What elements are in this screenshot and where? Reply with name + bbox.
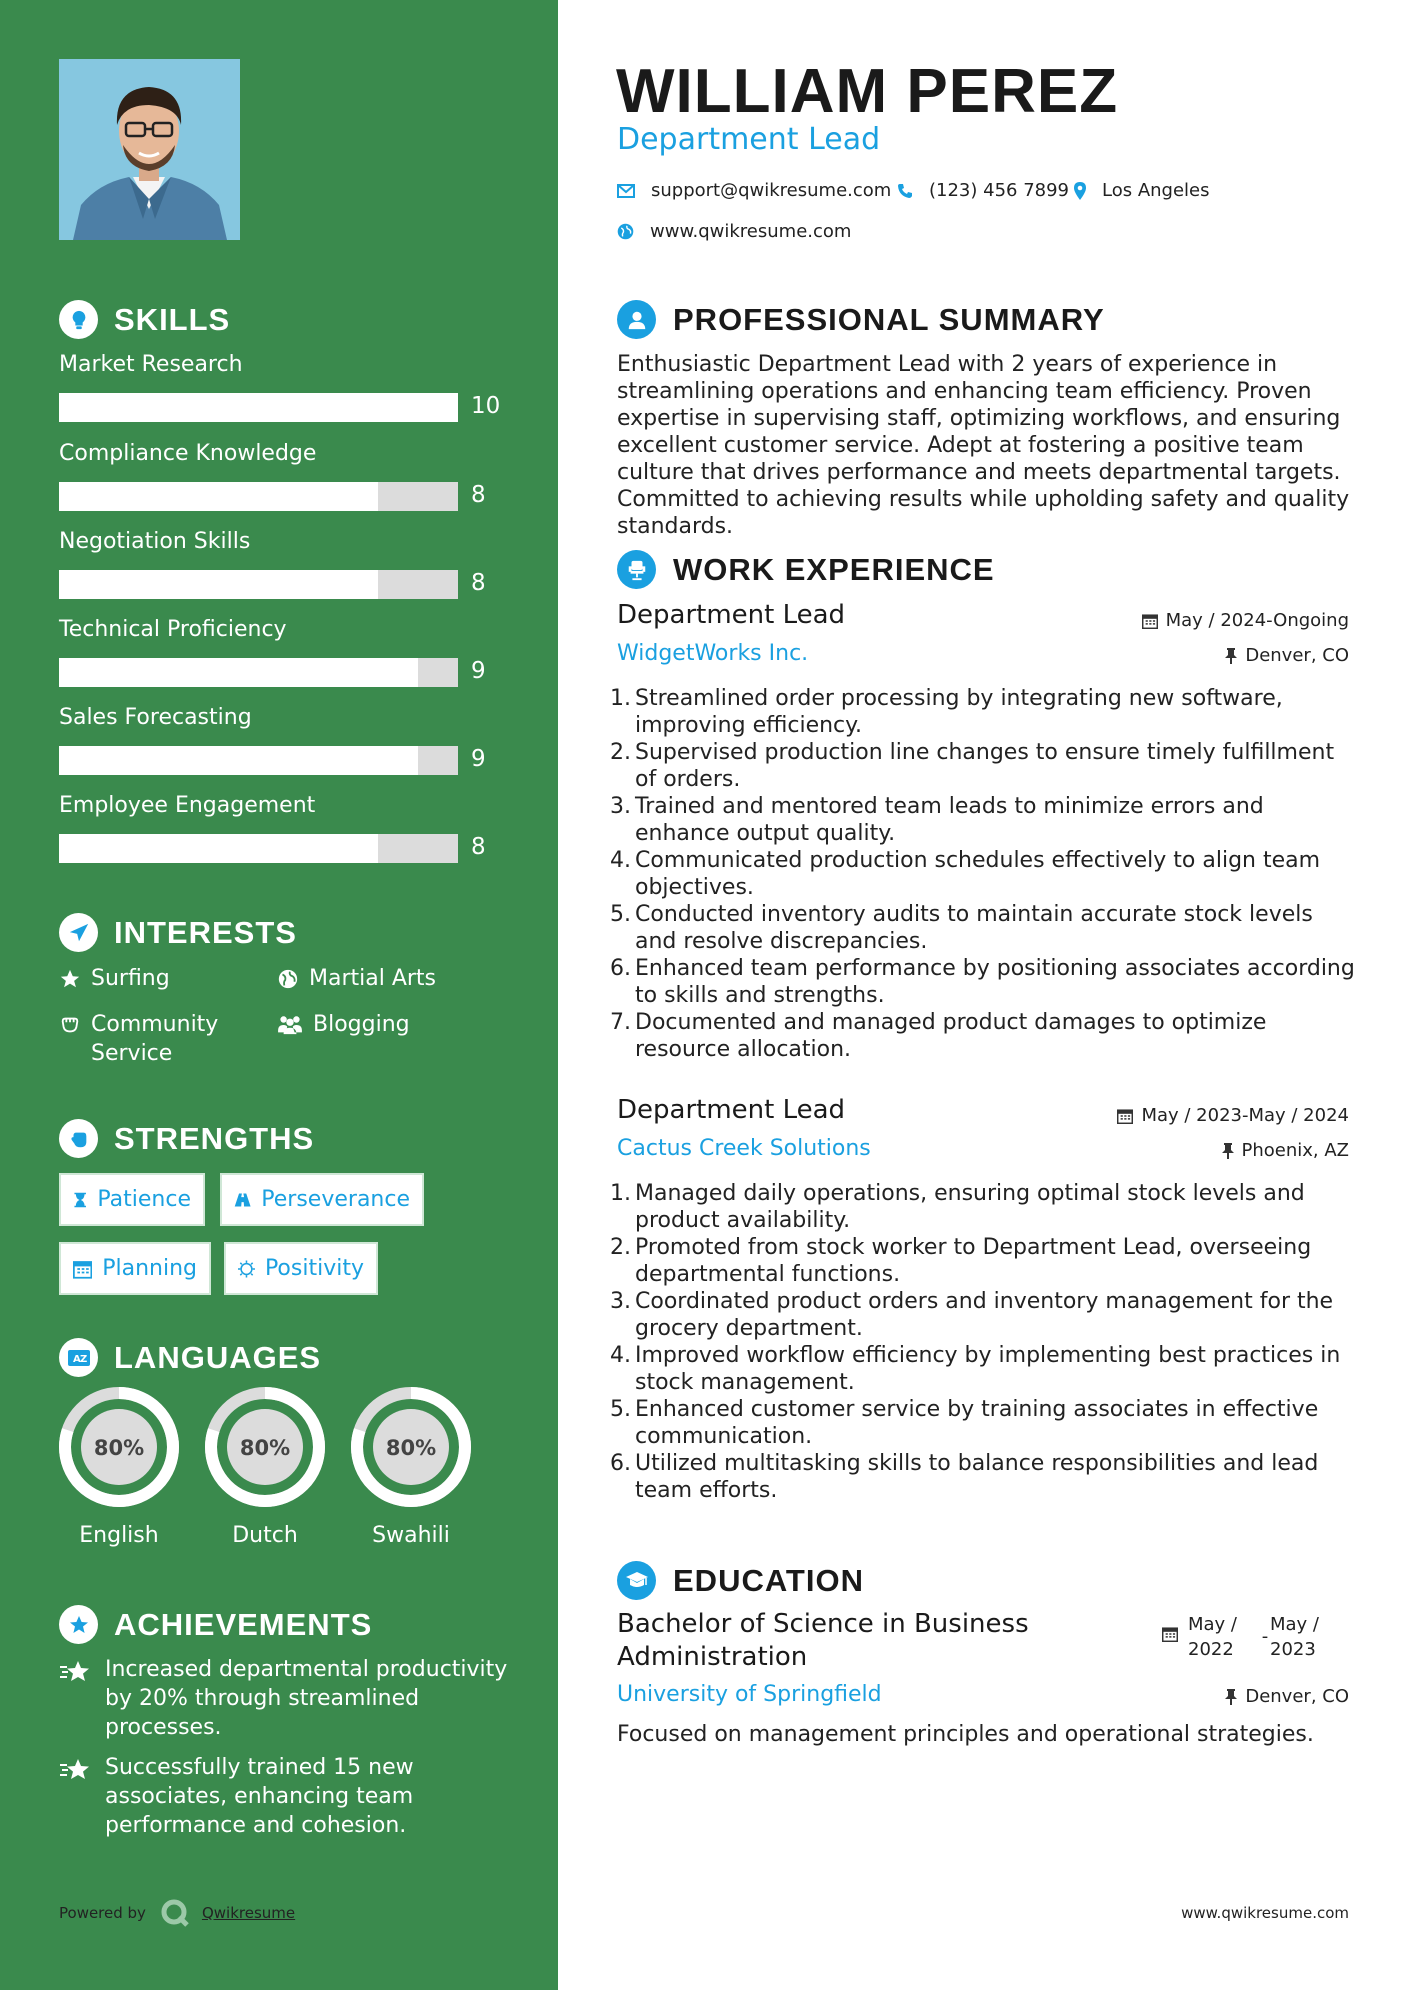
job-company: WidgetWorks Inc. bbox=[617, 641, 809, 666]
powered-by bbox=[59, 1898, 295, 1928]
education-header bbox=[617, 1561, 864, 1600]
achievements-title: ACHIEVEMENTS bbox=[114, 1606, 373, 1642]
hand-icon bbox=[59, 1014, 81, 1036]
language-name: Swahili bbox=[372, 1523, 450, 1548]
skill-item bbox=[59, 705, 499, 772]
map-marker-icon bbox=[1074, 182, 1086, 200]
sidebar bbox=[0, 0, 558, 1990]
job-dates bbox=[1142, 610, 1349, 631]
skill-name: Sales Forecasting bbox=[59, 705, 252, 730]
education-school: University of Springfield bbox=[617, 1682, 882, 1707]
graduation-cap-icon bbox=[617, 1561, 656, 1600]
job-title: Department Lead bbox=[617, 600, 846, 630]
language-name: English bbox=[79, 1523, 159, 1548]
job-task: 3. Trained and mentored team leads to minimize errors and enhance output quality. bbox=[610, 794, 1264, 846]
job-task-text: Supervised production line changes to ensure timely fulfillment of orders. bbox=[635, 740, 1335, 792]
road-icon bbox=[234, 1190, 251, 1210]
skill-bar-fill bbox=[59, 570, 378, 599]
summary-text: Enthusiastic Department Lead with 2 years of experience in streamlining operations and enhancing team efficiency. Proven expertise in supervising staff, optimizing workflows, and ensuring excellent customer service. Adept at fostering a positive team culture that drives performance and meets departmental targets. Committed to achieving results while upholding safety and quality standards. bbox=[617, 352, 1350, 539]
interest-item bbox=[277, 964, 497, 993]
skill-bar bbox=[59, 482, 458, 511]
skill-name: Employee Engagement bbox=[59, 793, 316, 818]
interest-label: Martial Arts bbox=[309, 966, 437, 991]
skill-bar-fill bbox=[59, 834, 378, 863]
language-percent: 80% bbox=[385, 1436, 437, 1460]
job-location bbox=[1222, 1140, 1350, 1161]
globe-icon bbox=[617, 223, 634, 240]
interests-header bbox=[59, 913, 297, 952]
powered-by-label: Powered by bbox=[59, 1904, 146, 1922]
skill-bar-fill bbox=[59, 393, 458, 422]
job-task-text: Utilized multitasking skills to balance responsibilities and lead team efforts. bbox=[635, 1451, 1319, 1503]
interest-item bbox=[277, 1010, 497, 1039]
strength-label: Planning bbox=[102, 1256, 197, 1281]
phone-text: (123) 456 7899 bbox=[929, 180, 1070, 201]
summary-title: PROFESSIONAL SUMMARY bbox=[673, 301, 1105, 337]
strength-tag bbox=[224, 1242, 378, 1295]
job-task: 3. Coordinated product orders and inventory management for the grocery department. bbox=[610, 1289, 1334, 1341]
interest-label: Community Service bbox=[91, 1012, 219, 1066]
language-item bbox=[349, 1385, 473, 1548]
star-badge-icon bbox=[59, 1605, 98, 1644]
strength-tag bbox=[59, 1242, 211, 1295]
job-task: 7. Documented and managed product damages to optimize resource allocation. bbox=[610, 1010, 1267, 1062]
strength-label: Patience bbox=[97, 1187, 191, 1212]
job-task-text: Streamlined order processing by integrating new software, improving efficiency. bbox=[635, 686, 1283, 738]
language-percent: 80% bbox=[239, 1436, 291, 1460]
footer-url[interactable]: www.qwikresume.com bbox=[1181, 1904, 1349, 1922]
skill-value: 9 bbox=[471, 658, 486, 684]
skill-bar bbox=[59, 570, 458, 599]
job-dates-text: May / 2024-Ongoing bbox=[1165, 610, 1349, 631]
job-task: 2. Promoted from stock worker to Department Lead, overseeing departmental functions. bbox=[610, 1235, 1312, 1287]
achievement-text: Increased departmental productivity by 20% through streamlined processes. bbox=[105, 1657, 508, 1740]
job-task: 5. Enhanced customer service by training associates in effective communication. bbox=[610, 1397, 1319, 1449]
education-dates bbox=[1162, 1612, 1342, 1662]
job-task: 6. Utilized multitasking skills to balance responsibilities and lead team efforts. bbox=[610, 1451, 1319, 1503]
skill-value: 8 bbox=[471, 834, 486, 860]
calendar-icon bbox=[73, 1258, 92, 1280]
strengths-title: STRENGTHS bbox=[114, 1120, 315, 1156]
job-task-text: Improved workflow efficiency by implementing best practices in stock management. bbox=[635, 1343, 1341, 1395]
skill-name: Compliance Knowledge bbox=[59, 441, 317, 466]
languages-header bbox=[59, 1338, 321, 1377]
language-ring bbox=[203, 1385, 327, 1509]
language-ring bbox=[57, 1385, 181, 1509]
skills-title: SKILLS bbox=[114, 301, 231, 337]
powered-by-brand-link[interactable]: Qwikresume bbox=[201, 1904, 296, 1922]
contact-phone bbox=[897, 180, 1069, 201]
experience-header bbox=[617, 550, 995, 589]
job-task-text: Promoted from stock worker to Department Lead, overseeing departmental functions. bbox=[635, 1235, 1312, 1287]
education-location bbox=[1225, 1686, 1349, 1707]
achievement-item bbox=[59, 1655, 509, 1742]
candidate-name: WILLIAM PEREZ bbox=[616, 57, 1119, 126]
job-location-text: Denver, CO bbox=[1245, 645, 1349, 666]
job-task-list bbox=[610, 685, 1358, 1063]
language-item bbox=[203, 1385, 327, 1548]
calendar-icon bbox=[1162, 1626, 1178, 1642]
skill-bar bbox=[59, 393, 458, 422]
skill-name: Technical Proficiency bbox=[59, 617, 287, 642]
education-end: May / 2023 bbox=[1270, 1614, 1319, 1660]
job-dates-text: May / 2023-May / 2024 bbox=[1141, 1105, 1349, 1126]
pushpin-icon bbox=[1225, 1689, 1237, 1705]
job-location-text: Phoenix, AZ bbox=[1241, 1140, 1349, 1161]
job-task-text: Enhanced team performance by positioning associates according to skills and strengths. bbox=[635, 956, 1355, 1008]
interest-item bbox=[59, 964, 259, 993]
job-task: 5. Conducted inventory audits to maintain accurate stock levels and resolve discrepancies. bbox=[610, 902, 1313, 954]
education-location-text: Denver, CO bbox=[1245, 1686, 1349, 1707]
skill-value: 8 bbox=[471, 482, 486, 508]
job-location bbox=[1225, 645, 1349, 666]
interest-label: Blogging bbox=[313, 1012, 410, 1037]
contact-email bbox=[617, 180, 891, 201]
achievement-star-icon bbox=[59, 1659, 91, 1685]
job-task-text: Documented and managed product damages to optimize resource allocation. bbox=[635, 1010, 1267, 1062]
skill-value: 9 bbox=[471, 746, 486, 772]
job-dates bbox=[1117, 1105, 1349, 1126]
skill-item bbox=[59, 617, 499, 684]
job-task: 4. Improved workflow efficiency by implementing best practices in stock management. bbox=[610, 1343, 1341, 1395]
qwikresume-logo-icon bbox=[160, 1898, 190, 1928]
strength-label: Positivity bbox=[264, 1256, 364, 1281]
paper-plane-icon bbox=[59, 913, 98, 952]
skill-name: Negotiation Skills bbox=[59, 529, 251, 554]
pushpin-icon bbox=[1225, 648, 1237, 664]
language-percent: 80% bbox=[93, 1436, 145, 1460]
skill-item bbox=[59, 793, 499, 860]
language-name: Dutch bbox=[232, 1523, 298, 1548]
education-date-separator: - bbox=[1261, 1626, 1269, 1647]
job-task-text: Trained and mentored team leads to minimize errors and enhance output quality. bbox=[635, 794, 1264, 846]
skill-bar bbox=[59, 746, 458, 775]
star-icon bbox=[59, 968, 81, 990]
achievements-header bbox=[59, 1605, 372, 1644]
svg-text:Z: Z bbox=[79, 1353, 87, 1365]
calendar-icon bbox=[1142, 613, 1158, 629]
languages-title: LANGUAGES bbox=[114, 1339, 322, 1375]
skill-item bbox=[59, 352, 501, 419]
candidate-role: Department Lead bbox=[617, 122, 881, 157]
language-item bbox=[57, 1385, 181, 1548]
education-description: Focused on management principles and operational strategies. bbox=[617, 1722, 1314, 1747]
skill-value: 10 bbox=[471, 393, 501, 419]
language-icon bbox=[59, 1338, 98, 1377]
phone-icon bbox=[897, 183, 913, 199]
achievement-text: Successfully trained 15 new associates, enhancing team performance and cohesion. bbox=[105, 1755, 414, 1838]
job-task-list bbox=[610, 1180, 1358, 1504]
education-title: EDUCATION bbox=[673, 1562, 864, 1598]
job-company: Cactus Creek Solutions bbox=[617, 1136, 871, 1161]
job-task: 6. Enhanced team performance by positioning associates according to skills and strengths. bbox=[610, 956, 1355, 1008]
user-icon bbox=[617, 300, 656, 339]
skill-bar bbox=[59, 658, 458, 687]
calendar-icon bbox=[1117, 1108, 1133, 1124]
svg-text:A: A bbox=[72, 1353, 81, 1365]
achievement-item bbox=[59, 1753, 509, 1840]
strength-label: Perseverance bbox=[261, 1187, 410, 1212]
hourglass-icon bbox=[73, 1189, 87, 1211]
job-task-text: Enhanced customer service by training associates in effective communication. bbox=[635, 1397, 1319, 1449]
users-icon bbox=[277, 1014, 303, 1036]
office-chair-icon bbox=[617, 550, 656, 589]
envelope-icon bbox=[617, 184, 635, 198]
skill-value: 8 bbox=[471, 570, 486, 596]
strengths-header bbox=[59, 1119, 314, 1158]
job-task-text: Coordinated product orders and inventory management for the grocery department. bbox=[635, 1289, 1334, 1341]
skill-bar bbox=[59, 834, 458, 863]
job-task-text: Communicated production schedules effectively to align team objectives. bbox=[635, 848, 1321, 900]
lightbulb-icon bbox=[59, 300, 98, 339]
website-text[interactable]: www.qwikresume.com bbox=[650, 221, 852, 242]
skill-name: Market Research bbox=[59, 352, 243, 377]
skill-bar-fill bbox=[59, 658, 418, 687]
job-task-text: Conducted inventory audits to maintain accurate stock levels and resolve discrepancies. bbox=[635, 902, 1313, 954]
globe-icon bbox=[277, 968, 299, 990]
language-ring bbox=[349, 1385, 473, 1509]
interest-item bbox=[59, 1010, 259, 1068]
strength-tag bbox=[220, 1173, 424, 1226]
profile-photo bbox=[59, 59, 240, 240]
contact-website bbox=[617, 221, 851, 242]
contact-location bbox=[1074, 180, 1210, 201]
skill-bar-fill bbox=[59, 746, 418, 775]
job-task: 1. Streamlined order processing by integrating new software, improving efficiency. bbox=[610, 686, 1283, 738]
location-text: Los Angeles bbox=[1102, 180, 1210, 201]
skill-item bbox=[59, 441, 499, 508]
skill-bar-fill bbox=[59, 482, 378, 511]
education-degree: Bachelor of Science in Business Administration bbox=[617, 1609, 1029, 1672]
achievement-star-icon bbox=[59, 1757, 91, 1783]
job-task: 2. Supervised production line changes to ensure timely fulfillment of orders. bbox=[610, 740, 1335, 792]
summary-header bbox=[617, 300, 1105, 339]
fist-icon bbox=[59, 1119, 98, 1158]
sun-icon bbox=[238, 1258, 255, 1280]
interest-label: Surfing bbox=[91, 966, 170, 991]
skill-item bbox=[59, 529, 499, 596]
email-text[interactable]: support@qwikresume.com bbox=[651, 180, 892, 201]
job-task: 1. Managed daily operations, ensuring optimal stock levels and product availability. bbox=[610, 1181, 1305, 1233]
education-start: May / 2022 bbox=[1188, 1614, 1237, 1660]
job-task: 4. Communicated production schedules effectively to align team objectives. bbox=[610, 848, 1321, 900]
interests-title: INTERESTS bbox=[114, 914, 297, 950]
strength-tag bbox=[59, 1173, 205, 1226]
experience-title: WORK EXPERIENCE bbox=[673, 551, 995, 587]
job-title: Department Lead bbox=[617, 1095, 846, 1125]
pushpin-icon bbox=[1222, 1143, 1234, 1159]
job-task-text: Managed daily operations, ensuring optimal stock levels and product availability. bbox=[635, 1181, 1305, 1233]
skills-header bbox=[59, 300, 230, 339]
